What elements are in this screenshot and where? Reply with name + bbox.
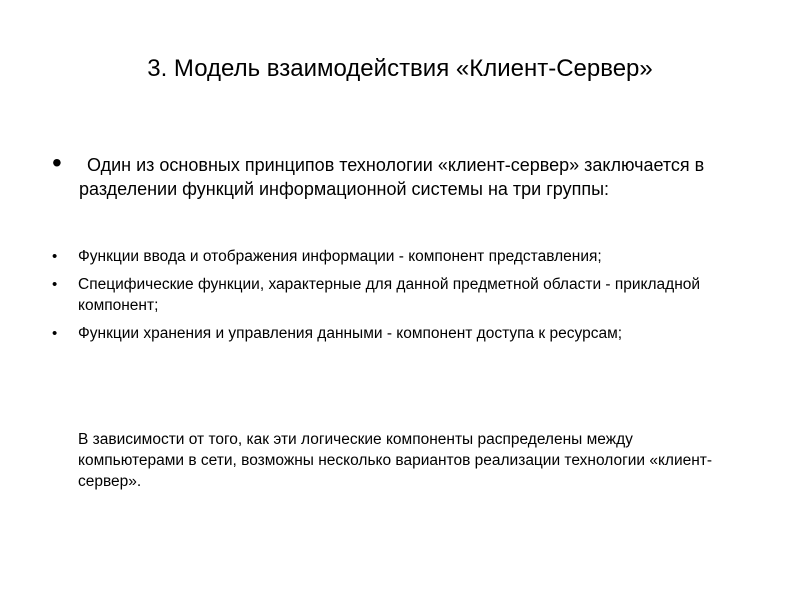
slide-title: 3. Модель взаимодействия «Клиент-Сервер» — [147, 55, 653, 82]
bullet: • — [52, 325, 58, 342]
intro-rest: заключается в разделении функций информационной системы на три группы: — [79, 155, 705, 199]
bullet: • — [52, 248, 58, 265]
list-item — [52, 246, 752, 267]
list-item — [52, 323, 752, 344]
list-item-text: Функции хранения и управления данными - компонент доступа к ресурсам; — [78, 325, 623, 342]
function-groups-list — [52, 246, 752, 351]
list-item — [52, 274, 752, 316]
intro-lead: Один из основных принципов технологии «клиент-сервер» — [87, 155, 580, 175]
closing-note: В зависимости от того, как эти логические компоненты распределены между компьютерами в сети, возможны несколько вариантов реализации технологии «клиент-сервер». — [78, 431, 713, 490]
bullet: • — [52, 276, 58, 293]
list-item-text: Специфические функции, характерные для данной предметной области - прикладной компонент; — [78, 276, 701, 314]
list-item-text: Функции ввода и отображения информации - компонент представления; — [78, 248, 602, 265]
intro-bullet: • — [52, 147, 62, 178]
intro-paragraph — [52, 147, 752, 201]
intro-text — [79, 153, 752, 201]
